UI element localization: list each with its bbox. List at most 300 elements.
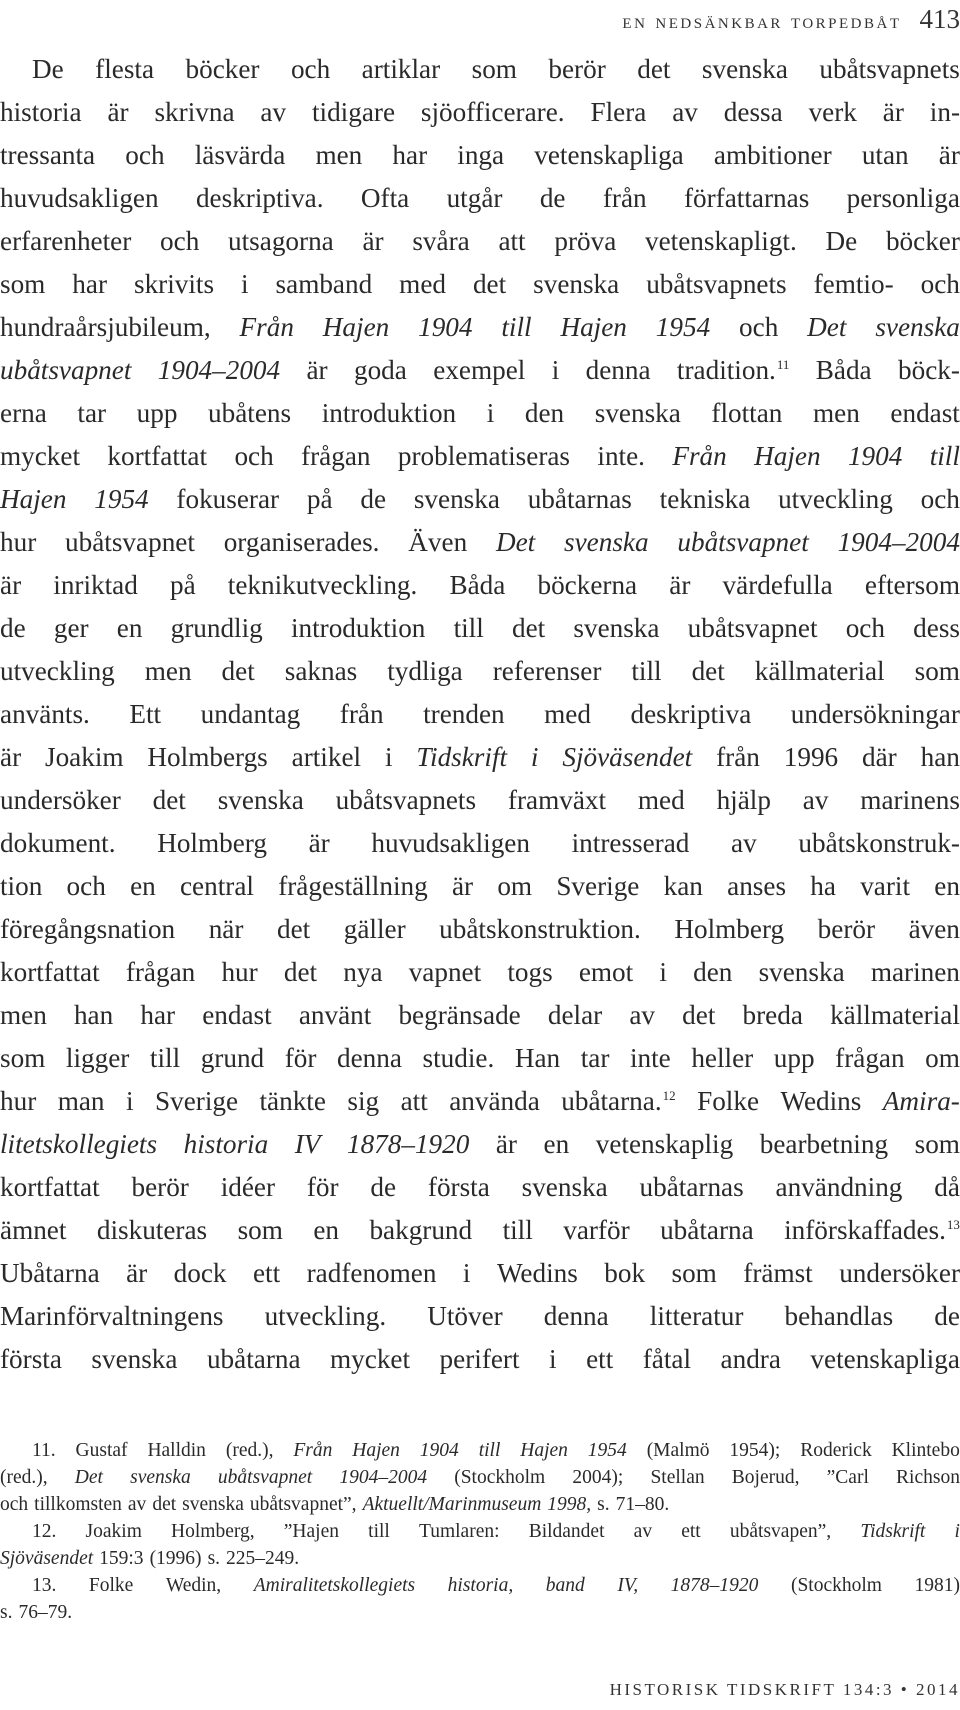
footnote-line <box>0 1545 960 1572</box>
word <box>730 1518 831 1545</box>
word <box>260 1080 326 1123</box>
word <box>254 1572 415 1599</box>
word-text: tar <box>580 1043 610 1073</box>
word <box>590 91 646 134</box>
word <box>638 779 685 822</box>
word <box>448 1572 514 1599</box>
word-text: fokuserar <box>176 484 280 514</box>
word <box>339 1464 427 1491</box>
word-text: och <box>290 54 331 84</box>
word <box>145 650 192 693</box>
word-text: i <box>125 1086 134 1116</box>
word-text: första <box>427 1172 490 1202</box>
word-text: 13. <box>32 1575 57 1596</box>
word <box>295 1123 321 1166</box>
word-text: central <box>179 871 254 901</box>
word <box>586 1338 613 1381</box>
word <box>739 306 778 349</box>
word-text: om <box>925 1043 960 1073</box>
word-text: svenska <box>573 613 660 643</box>
word <box>871 951 960 994</box>
word-text: som <box>671 1258 717 1288</box>
text-line <box>0 478 960 521</box>
word <box>913 607 960 650</box>
word-text: verk <box>808 97 857 127</box>
word-text: böck- <box>898 355 960 385</box>
word-text: källmaterial <box>754 656 885 686</box>
word-text: flottan <box>711 398 783 428</box>
word <box>53 564 138 607</box>
word-text: Sjöväsendet <box>562 742 693 772</box>
word-text: 76–79. <box>18 1602 73 1623</box>
word <box>67 865 106 908</box>
word <box>307 1252 437 1295</box>
word-text: bok <box>604 1258 646 1288</box>
word-text: De <box>32 54 64 84</box>
word <box>934 1166 960 1209</box>
word-text: till <box>929 441 960 471</box>
word <box>544 1123 570 1166</box>
text-line <box>0 392 960 435</box>
word-text: av <box>629 1000 656 1030</box>
word-text: frågan <box>835 1043 905 1073</box>
word-text: Wedins <box>496 1258 578 1288</box>
word-text: och <box>160 226 200 256</box>
word-text: breda <box>742 1000 803 1030</box>
word-text: men <box>315 140 363 170</box>
word-text: grundlig <box>170 613 263 643</box>
word <box>930 435 960 478</box>
word <box>387 650 463 693</box>
word-text: är <box>882 97 904 127</box>
word <box>201 1037 264 1080</box>
word-text: 225–249. <box>226 1548 300 1569</box>
word-text: Hajen <box>0 484 67 514</box>
footnote-marker[interactable]: 11 <box>776 357 790 372</box>
word-text: 159:3 <box>99 1548 144 1569</box>
word-text: Roderick <box>800 1440 872 1461</box>
word-text: utveckling <box>778 484 893 514</box>
text-line <box>0 822 960 865</box>
word <box>0 349 131 392</box>
word-text: intresserad <box>571 828 690 858</box>
word <box>497 865 532 908</box>
word-text: utan <box>861 140 909 170</box>
word <box>862 134 909 177</box>
word <box>814 263 894 306</box>
word-text: Joakim <box>45 742 124 772</box>
word <box>548 994 602 1037</box>
word-text: ubåtskonstruk- <box>798 828 960 858</box>
word-text: svåra <box>412 226 470 256</box>
word-text: då <box>934 1172 960 1202</box>
word <box>150 1545 202 1572</box>
word <box>552 349 560 392</box>
word-text: på <box>306 484 333 514</box>
word <box>423 1037 495 1080</box>
text-line <box>0 865 960 908</box>
word <box>0 1491 28 1518</box>
word-text: Stellan <box>650 1467 705 1488</box>
word-text: där <box>862 742 897 772</box>
word-text: dock <box>173 1258 227 1288</box>
word <box>501 306 531 349</box>
word-text: Klintebo <box>891 1440 960 1461</box>
word-text: svenska <box>533 269 620 299</box>
word-text: av <box>802 785 829 815</box>
word-text: ligger <box>65 1043 130 1073</box>
footnotes <box>0 1437 960 1626</box>
word <box>284 1518 339 1545</box>
word <box>508 779 606 822</box>
word-text: 71–80. <box>615 1494 670 1515</box>
word <box>97 1209 207 1252</box>
word <box>544 693 591 736</box>
running-foot: HISTORISK TIDSKRIFT 134:3 • 2014 <box>609 1680 960 1699</box>
word-text: tion <box>0 871 43 901</box>
word <box>0 478 66 521</box>
word <box>208 1545 220 1572</box>
word-text: för <box>284 1043 317 1073</box>
word-text: det <box>511 613 546 643</box>
text-line <box>0 1252 960 1295</box>
word-text: erfarenheter <box>0 226 132 256</box>
word <box>180 865 254 908</box>
word <box>32 1572 56 1599</box>
word-text: Aktuellt/Marinmuseum <box>362 1494 542 1515</box>
word-text: hur <box>0 1086 37 1116</box>
word <box>939 134 960 177</box>
word <box>487 392 495 435</box>
word-text: saknas <box>284 656 358 686</box>
word <box>818 908 875 951</box>
word-text: 1996 <box>783 742 839 772</box>
word <box>457 134 504 177</box>
word-text: Ubåtarna <box>0 1258 100 1288</box>
word <box>0 1338 62 1381</box>
word <box>126 951 195 994</box>
word-text: endast <box>202 1000 272 1030</box>
word <box>540 177 566 220</box>
word <box>930 91 960 134</box>
word <box>714 134 832 177</box>
word-text: till <box>631 656 662 686</box>
footnote-line <box>0 1491 960 1518</box>
word <box>66 1037 129 1080</box>
word-text: introduktion <box>321 398 457 428</box>
word <box>0 521 36 564</box>
word-text: ger <box>53 613 89 643</box>
word-text: och <box>920 269 960 299</box>
word-text: har <box>392 140 428 170</box>
word-text: den <box>693 957 733 987</box>
word-text: perifert <box>439 1344 520 1374</box>
word <box>554 220 616 263</box>
word-text: denna <box>585 355 651 385</box>
word-text: tradition. <box>676 355 776 385</box>
word-text: det <box>691 656 725 686</box>
word-text: problematiseras <box>397 441 571 471</box>
word <box>412 220 469 263</box>
word <box>107 435 207 478</box>
word-text: Tidskrift <box>860 1521 926 1542</box>
word-text: föregångsnation <box>0 914 176 944</box>
word <box>0 736 21 779</box>
word <box>774 1037 815 1080</box>
word-text: ubåtarna <box>206 1344 301 1374</box>
word <box>650 1464 704 1491</box>
footnote-marker[interactable]: 13 <box>946 1217 960 1232</box>
word <box>226 1437 274 1464</box>
word <box>337 1037 402 1080</box>
word <box>717 779 771 822</box>
word-text: Folke <box>697 1086 760 1116</box>
text-line <box>0 306 960 349</box>
word <box>221 951 257 994</box>
word <box>0 392 47 435</box>
word-text: bearbetning <box>759 1129 889 1159</box>
word-text: ubåtens <box>208 398 292 428</box>
word-text: på <box>169 570 196 600</box>
word <box>546 1572 585 1599</box>
word <box>721 1338 781 1381</box>
word-text: tänkte <box>259 1086 326 1116</box>
word-text: varför <box>563 1215 630 1245</box>
word-text: är <box>0 570 22 600</box>
running-head <box>0 4 960 35</box>
word-text: ett <box>252 1258 281 1288</box>
word <box>813 392 860 435</box>
word <box>224 521 380 564</box>
word <box>416 736 507 779</box>
word-text: Det <box>807 312 847 342</box>
word <box>560 306 626 349</box>
word <box>207 1338 301 1381</box>
word <box>472 48 517 91</box>
word-text: Det <box>495 527 536 557</box>
word-text: från <box>716 742 760 772</box>
word-text: Gustaf <box>75 1440 128 1461</box>
word-text: Bojerud, <box>731 1467 800 1488</box>
word-text: med <box>399 269 446 299</box>
word <box>915 650 960 693</box>
word-text: behandlas <box>784 1301 894 1331</box>
word-text: undersökningar <box>790 699 960 729</box>
word <box>291 607 425 650</box>
word <box>934 1295 960 1338</box>
word <box>579 951 633 994</box>
word-text: 1904 <box>847 441 903 471</box>
word-text: har <box>72 269 108 299</box>
word <box>371 822 530 865</box>
word <box>810 1338 959 1381</box>
word <box>74 994 113 1037</box>
word <box>921 736 960 779</box>
word <box>171 1518 255 1545</box>
word <box>669 564 690 607</box>
word <box>398 435 570 478</box>
word-text: svenska <box>130 1467 191 1488</box>
word <box>0 1545 93 1572</box>
word <box>45 736 124 779</box>
word <box>155 1080 238 1123</box>
text-line <box>0 1123 960 1166</box>
word-text: delar <box>547 1000 603 1030</box>
word <box>323 306 389 349</box>
word-text: är <box>362 226 384 256</box>
word-text: för <box>306 1172 339 1202</box>
word <box>660 478 751 521</box>
word <box>0 435 80 478</box>
word <box>330 1338 410 1381</box>
word <box>171 607 263 650</box>
word-text: ubåtsvapnet <box>65 527 195 557</box>
word-text: svenska <box>182 1494 244 1515</box>
word <box>0 1252 100 1295</box>
word-text: när <box>208 914 244 944</box>
word <box>34 1491 122 1518</box>
word <box>276 263 373 306</box>
word <box>934 865 960 908</box>
word <box>336 779 476 822</box>
word <box>241 263 249 306</box>
word <box>674 908 784 951</box>
word <box>408 521 467 564</box>
word-text: de <box>360 484 387 514</box>
word <box>58 1080 105 1123</box>
word <box>684 177 809 220</box>
word-text: 1904–2004 <box>157 355 281 385</box>
footnote-marker[interactable]: 12 <box>662 1088 676 1103</box>
word-text: använts. <box>0 699 90 729</box>
word <box>129 693 161 736</box>
word <box>650 1295 744 1338</box>
word <box>152 1491 176 1518</box>
word-text: Holmberg, <box>171 1521 255 1542</box>
word-text: hjälp <box>716 785 771 815</box>
word <box>0 1295 224 1338</box>
word <box>463 1252 471 1295</box>
word <box>537 564 637 607</box>
word-text: grund <box>200 1043 265 1073</box>
word <box>409 951 481 994</box>
word-text: vetenskapligt. <box>645 226 797 256</box>
word-text: band <box>545 1575 585 1596</box>
word-text: i <box>549 1344 557 1374</box>
text-line <box>0 1295 960 1338</box>
word <box>860 1518 925 1545</box>
text-line <box>0 779 960 822</box>
word <box>157 822 267 865</box>
word-text: och <box>920 484 960 514</box>
word <box>117 607 143 650</box>
word <box>862 736 897 779</box>
word-text: IV, <box>617 1575 639 1596</box>
word-text: De <box>825 226 858 256</box>
word <box>647 1437 710 1464</box>
word <box>428 1166 490 1209</box>
word-text: artiklar <box>361 54 441 84</box>
word <box>780 1080 861 1123</box>
word-text: radfenomen <box>306 1258 437 1288</box>
word <box>672 435 726 478</box>
word-text: kortfattat <box>0 957 100 987</box>
word-text: Holmbergs <box>147 742 268 772</box>
word-text: dokument. <box>0 828 116 858</box>
word <box>886 220 960 263</box>
word-text: varit <box>860 871 911 901</box>
word <box>634 1518 652 1545</box>
word-text: Från <box>293 1440 333 1461</box>
word <box>784 1209 960 1252</box>
word-text: utsagorna <box>228 226 334 256</box>
word <box>419 1518 500 1545</box>
word-text: i <box>551 355 560 385</box>
word-text: 1904–2004 <box>339 1467 428 1488</box>
word <box>816 349 872 392</box>
word-text: av <box>260 97 287 127</box>
word <box>732 1464 800 1491</box>
word <box>238 1209 283 1252</box>
word <box>724 91 783 134</box>
word <box>240 306 294 349</box>
word-text: historia <box>183 1129 269 1159</box>
word-text: Marinförvaltningens <box>0 1301 224 1331</box>
word <box>784 1295 893 1338</box>
word-text: denna <box>543 1301 609 1331</box>
word-text: använt <box>298 1000 372 1030</box>
word <box>454 1464 545 1491</box>
word <box>392 134 427 177</box>
word-text: denna <box>337 1043 402 1073</box>
word <box>727 865 786 908</box>
word <box>433 349 525 392</box>
word-text: idéer <box>220 1172 276 1202</box>
word-text: kortfattat <box>0 1172 100 1202</box>
word-text: ubåtarnas <box>527 484 632 514</box>
word <box>354 349 407 392</box>
word <box>493 650 602 693</box>
word-text: marinens <box>860 785 960 815</box>
word <box>32 48 64 91</box>
word <box>597 1491 609 1518</box>
word <box>640 1166 744 1209</box>
word <box>32 1518 56 1545</box>
word <box>473 263 506 306</box>
word <box>563 1209 629 1252</box>
word-text: inga <box>457 140 505 170</box>
word <box>130 1464 191 1491</box>
word <box>629 994 655 1037</box>
word <box>343 951 382 994</box>
word-text: Sverige <box>154 1086 239 1116</box>
word <box>498 220 525 263</box>
word-text: som <box>914 1129 960 1159</box>
word-text: dess <box>913 613 960 643</box>
word <box>697 1080 759 1123</box>
word <box>603 177 647 220</box>
word-text: 1878–1920 <box>670 1575 759 1596</box>
word <box>798 822 960 865</box>
word-text: skrivits <box>133 269 215 299</box>
word <box>791 1572 882 1599</box>
word <box>803 779 829 822</box>
word-text: tar <box>77 398 107 428</box>
word <box>0 865 42 908</box>
word <box>677 349 789 392</box>
word <box>729 1437 780 1464</box>
word <box>0 1037 45 1080</box>
